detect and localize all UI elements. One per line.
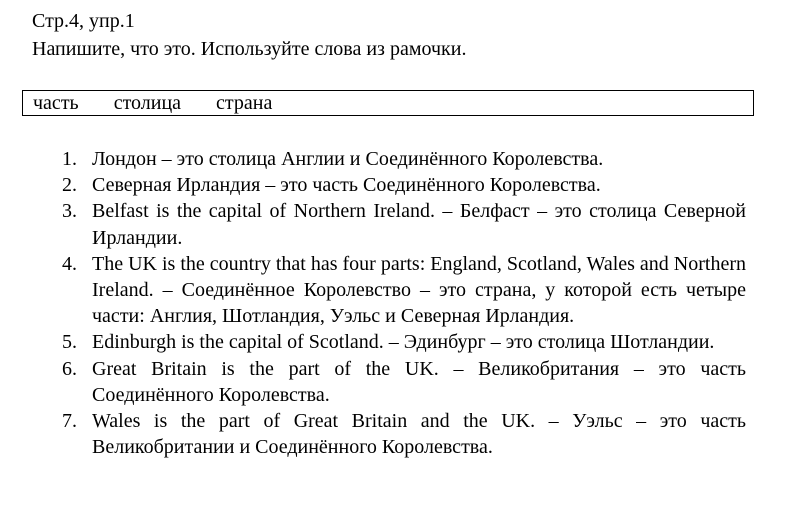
answer-item — [0, 146, 746, 172]
answer-number: 1. — [62, 148, 77, 170]
answer-item — [0, 172, 746, 198]
answer-number: 3. — [62, 200, 77, 223]
exercise-instruction: Напишите, что это. Используйте слова из рамочки. — [32, 38, 467, 60]
answer-item — [0, 356, 746, 408]
answer-text: Wales is the part of Great Britain and the UK. – Уэльс – это часть Великобритании и Соединённого Королевства. — [92, 410, 746, 459]
answer-item — [0, 408, 746, 460]
answer-text: Belfast is the capital of Northern Ireland. – Белфаст – это столица Северной Ирландии. — [92, 200, 746, 249]
answer-number: 2. — [62, 174, 77, 197]
answer-item — [0, 329, 746, 355]
word-box-item: часть — [33, 92, 79, 114]
word-box-item: столица — [113, 92, 182, 114]
answer-number: 6. — [62, 357, 77, 380]
answer-text: Лондон – это столица Англии и Соединённого Королевства. — [92, 148, 604, 170]
answer-number: 4. — [62, 252, 77, 275]
answer-list — [0, 146, 746, 460]
answer-text: Edinburgh is the capital of Scotland. – Эдинбург – это столица Шотландии. — [92, 331, 715, 354]
answer-text: The UK is the country that has four parts: England, Scotland, Wales and Northern Ireland. – Соединённое Королевство – это страна, у которой есть четыре части: Англия, Шотландия, Уэльс и Северная Ирландия. — [92, 252, 746, 328]
exercise-reference: Стр.4, упр.1 — [32, 10, 135, 32]
word-box-item: страна — [216, 92, 273, 114]
answer-number: 7. — [62, 410, 77, 433]
answer-text: Северная Ирландия – это часть Соединённого Королевства. — [92, 174, 601, 197]
answer-item — [0, 251, 746, 330]
answer-text: Great Britain is the part of the UK. – Великобритания – это часть Соединённого Королевства. — [92, 357, 746, 406]
answer-item — [0, 198, 746, 250]
answer-number: 5. — [62, 331, 77, 354]
word-box — [22, 90, 754, 116]
